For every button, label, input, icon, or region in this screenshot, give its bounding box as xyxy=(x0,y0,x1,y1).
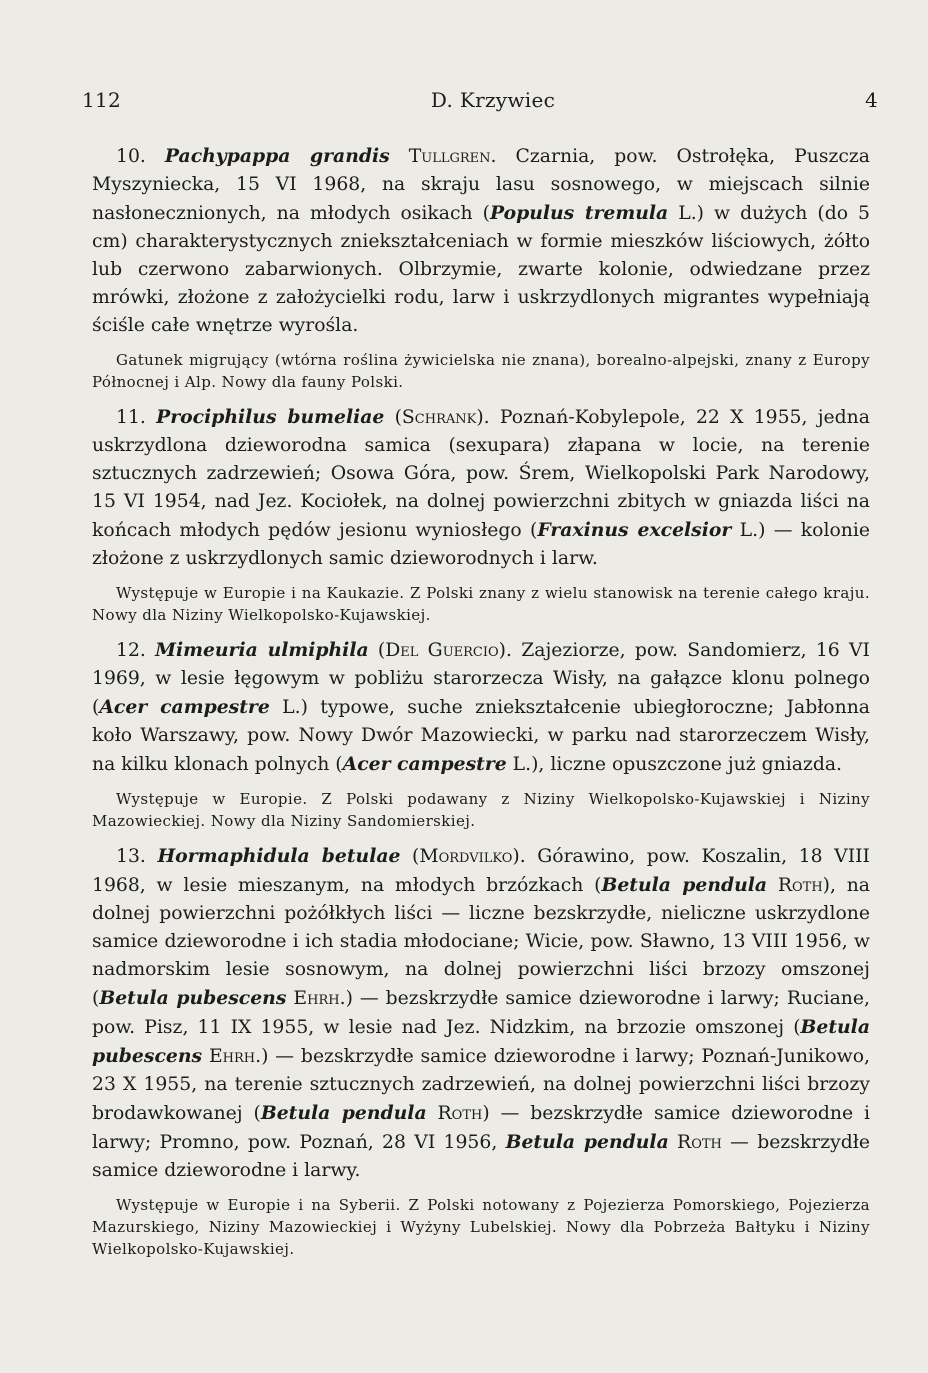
host-plant: Populus tremula xyxy=(489,202,669,224)
entry-text: 13. Hormaphidula betulae (Mordvilko). Górawino, pow. Koszalin, 18 VIII 1968, w lesie mieszanym, na młodych brzózkach (Betula pendula Roth), na dolnej powierzchni pożółkłych liści — liczne bezskrzydłe, nieliczne uskrzydlone samice dzieworodne i ich stadia młodociane; Wicie, pow. Sławno, 13 VIII 1956, w nadmorskim lesie sosnowym, na dolnej powierzchni liści brzozy omszonej (Betula pubescens Ehrh.) — bezskrzydłe samice dzieworodne i larwy; Ruciane, pow. Pisz, 11 IX 1955, w lesie nad Jez. Nidzkim, na brzozie omszonej (Betula pubescens Ehrh.) — bezskrzydłe samice dzieworodne i larwy; Poznań-Junikowo, 23 X 1955, na terenie sztucznych zadrzewień, na dolnej powierzchni liści brzozy brodawkowanej (Betula pendula Roth) — bezskrzydłe samice dzieworodne i larwy; Promno, pow. Poznań, 28 VI 1956, Betula pendula Roth — bezskrzydłe samice dzieworodne i larwy. xyxy=(92,845,870,1181)
species-name: Mimeuria ulmiphila xyxy=(155,639,369,661)
distribution-note: Gatunek migrujący (wtórna roślina żywicielska nie znana), borealno-alpejski, znany z Europy Północnej i Alp. Nowy dla fauny Polski. xyxy=(92,351,870,391)
host-plant: Fraxinus excelsior xyxy=(537,519,732,541)
distribution-note: Występuje w Europie i na Kaukazie. Z Polski znany z wielu stanowisk na terenie całego kraju. Nowy dla Niziny Wielkopolsko-Kujawskiej. xyxy=(92,584,870,624)
entry-number: 12. xyxy=(116,640,146,661)
entry-number: 10. xyxy=(116,146,146,167)
entry-number: 13. xyxy=(116,846,146,867)
host-plant: Betula pendula xyxy=(505,1131,669,1153)
issue-number: 4 xyxy=(864,88,878,112)
species-name: Prociphilus bumeliae xyxy=(156,406,385,428)
entry-body: . Czarnia, pow. Ostrołęka, Puszcza Myszyniecka, 15 VI 1968, na skraju lasu sosnowego, w miejscach silnie nasłonecznionych, na młodych osikach ( xyxy=(92,146,870,224)
running-title: D. Krzywiec xyxy=(430,88,556,112)
species-entry xyxy=(92,142,870,393)
host-plant: Betula pubescens xyxy=(92,1016,870,1067)
host-author: Roth xyxy=(677,1132,722,1153)
running-header xyxy=(82,88,878,112)
article-body xyxy=(92,142,870,1260)
entry-body: L.) typowe, suche zniekształcenie ubiegłoroczne; Jabłonna koło Warszawy, pow. Nowy Dwór Mazowiecki, w parku nad starorzeczem Wisły, na kilku klonach polnych ( xyxy=(92,697,871,775)
distribution-note: Występuje w Europie i na Syberii. Z Polski notowany z Pojezierza Pomorskiego, Pojezierza Mazurskiego, Niziny Mazowieckiej i Wyżyny Lubelskiej. Nowy dla Pobrzeża Bałtyku i Niziny Wielkopolsko-Kujawskiej. xyxy=(92,1196,870,1258)
species-name: Hormaphidula betulae xyxy=(157,845,401,867)
species-author: Del Guercio xyxy=(385,640,499,661)
entry-body: — bezskrzydłe samice dzieworodne i larwy. xyxy=(92,1132,870,1181)
species-name: Pachypappa grandis xyxy=(164,145,390,167)
species-entry xyxy=(92,403,870,626)
host-plant: Betula pendula xyxy=(601,874,768,896)
entry-text: 11. Prociphilus bumeliae (Schrank). Poznań-Kobylepole, 22 X 1955, jedna uskrzydlona dzieworodna samica (sexupara) złapana w locie, na terenie sztucznych zadrzewień; Osowa Góra, pow. Śrem, Wielkopolski Park Narodowy, 15 VI 1954, nad Jez. Kociołek, na dolnej powierzchni zbitych w gniazda liści na końcach młodych pędów jesionu wyniosłego (Fraxinus excelsior L.) — kolonie złożone z uskrzydlonych samic dzieworodnych i larw. xyxy=(92,406,871,569)
entry-text: 12. Mimeuria ulmiphila (Del Guercio). Zajeziorze, pow. Sandomierz, 16 VI 1969, w lesie łęgowym w pobliżu starorzecza Wisły, na gałązce klonu polnego (Acer campestre L.) typowe, suche zniekształcenie ubiegłoroczne; Jabłonna koło Warszawy, pow. Nowy Dwór Mazowiecki, w parku nad starorzeczem Wisły, na kilku klonach polnych (Acer campestre L.), liczne opuszczone już gniazda. xyxy=(92,639,871,775)
entry-body: ). Górawino, pow. Koszalin, 18 VIII 1968, w lesie mieszanym, na młodych brzózkach ( xyxy=(92,846,870,896)
entry-body: L.) — kolonie złożone z uskrzydlonych samic dzieworodnych i larw. xyxy=(92,520,871,569)
host-plant: Betula pubescens xyxy=(99,987,287,1009)
host-plant: Betula pendula xyxy=(260,1102,427,1124)
distribution-note: Występuje w Europie. Z Polski podawany z Niziny Wielkopolsko-Kujawskiej i Niziny Mazowieckiej. Nowy dla Niziny Sandomierskiej. xyxy=(92,790,870,830)
entry-text xyxy=(92,142,870,340)
species-entry xyxy=(92,636,870,832)
entry-body: L.) w dużych (do 5 cm) charakterystycznych zniekształceniach w formie mieszków liściowych, żółto lub czerwono zabarwionych. Olbrzymie, zwarte kolonie, odwiedzane przez mrówki, złożone z założycielki rodu, larw i uskrzydlonych migrantes wypełniają ściśle całe wnętrze wyrośla. xyxy=(92,203,870,336)
host-author: Ehrh. xyxy=(293,988,346,1009)
entry-body: ). Poznań-Kobylepole, 22 X 1955, jedna uskrzydlona dzieworodna samica (sexupara) złapana w locie, na terenie sztucznych zadrzewień; Osowa Góra, pow. Śrem, Wielkopolski Park Narodowy, 15 VI 1954, nad Jez. Kociołek, na dolnej powierzchni zbitych w gniazda liści na końcach młodych pędów jesionu wyniosłego ( xyxy=(92,407,870,541)
species-author: Schrank xyxy=(401,407,477,428)
species-author: Tullgren xyxy=(408,146,491,167)
species-entry xyxy=(92,842,870,1260)
host-author: Roth xyxy=(437,1103,483,1124)
host-plant: Acer campestre xyxy=(99,696,270,718)
species-author: Mordvilko xyxy=(419,846,513,867)
page-number: 112 xyxy=(82,88,122,112)
host-plant: Acer campestre xyxy=(342,753,507,775)
entry-body: L.), liczne opuszczone już gniazda. xyxy=(506,754,843,775)
entry-body: ) — bezskrzydłe samice dzieworodne i larwy; Poznań-Junikowo, 23 X 1955, na terenie sztucznych zadrzewień, na dolnej powierzchni liści brzozy brodawkowanej ( xyxy=(92,1046,870,1124)
entry-number: 11. xyxy=(116,407,146,428)
entry-body: ), na dolnej powierzchni pożółkłych liści — liczne bezskrzydłe, nieliczne uskrzydlone samice dzieworodne i ich stadia młodociane; Wicie, pow. Sławno, 13 VIII 1956, w nadmorskim lesie sosnowym, na dolnej powierzchni liści brzozy omszonej ( xyxy=(92,875,870,1009)
entry-body: ) — bezskrzydłe samice dzieworodne i larwy; Ruciane, pow. Pisz, 11 IX 1955, w lesie nad Jez. Nidzkim, na brzozie omszonej ( xyxy=(92,988,870,1038)
host-author: Ehrh. xyxy=(208,1046,262,1067)
entry-body: ) — bezskrzydłe samice dzieworodne i larwy; Promno, pow. Poznań, 28 VI 1956, xyxy=(92,1103,870,1153)
entry-body: ). Zajeziorze, pow. Sandomierz, 16 VI 1969, w lesie łęgowym w pobliżu starorzecza Wisły, na gałązce klonu polnego ( xyxy=(92,640,870,718)
host-author: Roth xyxy=(777,875,823,896)
